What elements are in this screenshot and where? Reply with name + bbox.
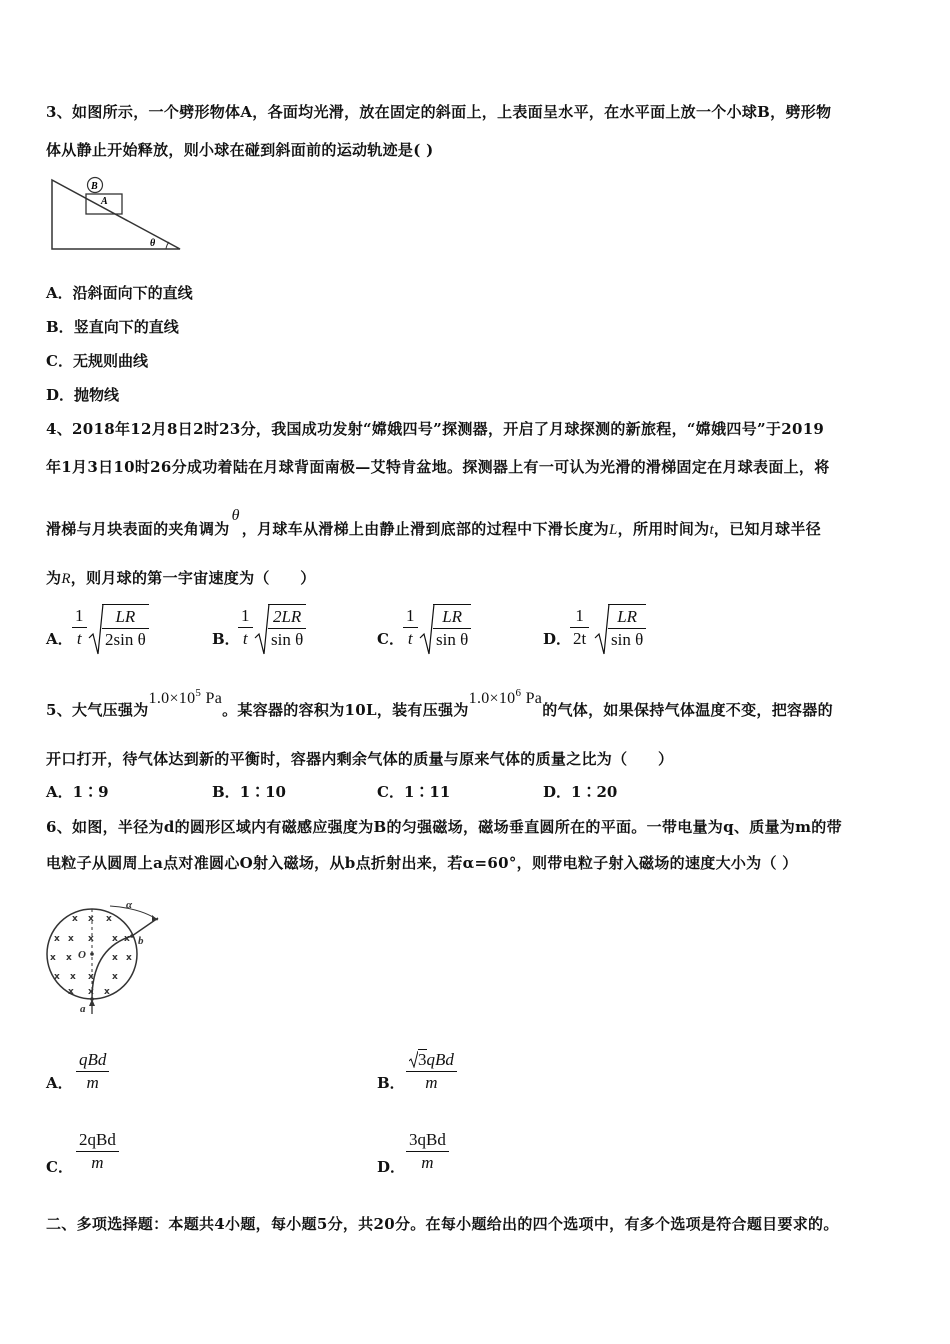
q5-option-a[interactable] bbox=[46, 782, 109, 802]
q5-line1-part2: 。某容器的容积为10L，装有压强为 bbox=[222, 701, 469, 719]
q5-p1-mantissa: 1.0×10 bbox=[468, 690, 516, 707]
q3-option-b-text: 竖直向下的直线 bbox=[73, 318, 179, 336]
q4-option-a-coef-num: 1 bbox=[75, 606, 84, 625]
q5-option-b-label: B． bbox=[212, 783, 240, 801]
q6-point-b-label: b bbox=[138, 935, 144, 947]
q4-option-a-label: A． bbox=[46, 630, 73, 648]
q5-option-b[interactable] bbox=[212, 782, 286, 802]
q4-option-c-radicand bbox=[433, 604, 471, 650]
q6-stem-line1: 6、如图，半径为d的圆形区域内有磁感应强度为B的匀强磁场，磁场垂直圆所在的平面。一带电量为q、质量为m的带 bbox=[46, 818, 842, 836]
q6-field-mark: x bbox=[112, 953, 118, 963]
q6-stem-line2: 电粒子从圆周上a点对准圆心O射入磁场，从b点折射出来，若α=60°，则带电粒子射入磁场的速度大小为（ ） bbox=[46, 854, 798, 872]
q6-option-c-num: 2qBd bbox=[79, 1130, 116, 1149]
q5-option-c-label: C． bbox=[377, 783, 404, 801]
q4-stem-line2: 年1月3日10时26分成功着陆在月球背面南极—艾特肯盆地。探测器上有一可认为光滑的滑梯固定在月球表面上，将 bbox=[46, 458, 830, 476]
q6-field-mark: x bbox=[106, 914, 112, 924]
q4-option-b-coef bbox=[238, 606, 253, 649]
q5-pressure-atm bbox=[148, 687, 223, 707]
q5-option-d[interactable] bbox=[543, 782, 617, 802]
q3-stem-line2: 体从静止开始释放，则小球在碰到斜面前的运动轨迹是( ) bbox=[46, 141, 434, 159]
q4-option-c-coef-num: 1 bbox=[406, 606, 415, 625]
q6-field-mark: x bbox=[88, 972, 94, 982]
q6-field-mark: x bbox=[88, 934, 94, 944]
section2-heading: 二、多项选择题：本题共4小题，每小题5分，共20分。在每小题给出的四个选项中，有多个选项是符合题目要求的。 bbox=[46, 1215, 839, 1233]
q6-field-mark: x bbox=[126, 953, 132, 963]
q5-p0-exponent: 5 bbox=[195, 687, 202, 699]
q5-option-b-text: 1∶10 bbox=[239, 783, 286, 801]
q6-field-mark: x bbox=[88, 914, 94, 924]
q4-line3-part3: ，所用时间为 bbox=[617, 520, 710, 538]
q4-option-b-rad-den: sin θ bbox=[271, 630, 304, 649]
q6-field-mark: x bbox=[112, 972, 118, 982]
q6-option-a-num: qBd bbox=[79, 1050, 107, 1069]
q5-option-d-text: 1∶20 bbox=[571, 783, 618, 801]
q4-option-d-coef bbox=[570, 606, 589, 649]
q6-option-d-fraction bbox=[406, 1130, 449, 1173]
q5-line1-part3: 的气体，如果保持气体温度不变，把容器的 bbox=[542, 701, 833, 719]
q3-option-a-label: A． bbox=[46, 284, 73, 302]
q5-pressure-gas bbox=[468, 687, 543, 707]
q4-line3-part2: ，月球车从滑梯上由静止滑到底部的过程中下滑长度为 bbox=[241, 520, 609, 538]
q3-incline-figure bbox=[46, 174, 186, 254]
q4-option-c-coef-den: t bbox=[407, 629, 413, 648]
q5-p0-mantissa: 1.0×10 bbox=[148, 690, 196, 707]
q6-option-b-radical-icon bbox=[409, 1050, 418, 1068]
q3-stem-line1: 3、如图所示，一个劈形物体A，各面均光滑，放在固定的斜面上，上表面呈水平，在水平面上放一个小球B，劈形物 bbox=[46, 103, 832, 121]
q4-option-b-coef-den: t bbox=[242, 629, 248, 648]
q6-field-mark: x bbox=[66, 953, 72, 963]
q4-length-var: L bbox=[608, 522, 618, 538]
q4-radius-var: R bbox=[61, 571, 71, 587]
q6-center-o-label: O bbox=[78, 949, 86, 961]
q4-stem-line4 bbox=[46, 568, 908, 589]
q3-option-a[interactable] bbox=[46, 283, 193, 303]
q6-option-b-sqrt-arg: 3 bbox=[418, 1050, 427, 1069]
q4-option-b-rad-num: 2LR bbox=[272, 607, 302, 626]
q5-option-c[interactable] bbox=[377, 782, 450, 802]
q6-option-d-den: m bbox=[421, 1153, 434, 1172]
q6-field-mark: x bbox=[68, 934, 74, 944]
q4-option-d-rad-num: LR bbox=[617, 607, 638, 626]
q6-alpha-label: α bbox=[126, 899, 133, 911]
q4-option-a-rad-den: 2sin θ bbox=[105, 630, 146, 649]
q3-option-c[interactable] bbox=[46, 351, 148, 371]
q3-option-d-text: 抛物线 bbox=[74, 386, 120, 404]
q4-option-a-radicand bbox=[102, 604, 149, 650]
q4-option-c-rad-num: LR bbox=[442, 607, 463, 626]
q3-option-c-label: C． bbox=[46, 352, 73, 370]
q4-option-b-coef-num: 1 bbox=[241, 606, 250, 625]
q6-option-b-den: m bbox=[425, 1073, 438, 1092]
q4-option-d-rad-den: sin θ bbox=[611, 630, 644, 649]
q4-option-c-rad-den: sin θ bbox=[436, 630, 469, 649]
q6-option-c-den: m bbox=[91, 1153, 104, 1172]
q3-block-label: A bbox=[101, 196, 108, 207]
q4-stem-line1: 4、2018年12月8日2时23分，我国成功发射“嫦娥四号”探测器，开启了月球探测的新旅程，“嫦娥四号”于2019 bbox=[46, 420, 825, 438]
q4-option-c-label: C． bbox=[377, 630, 404, 648]
q6-option-d-num: 3qBd bbox=[409, 1130, 446, 1149]
q4-line4-part1: 为 bbox=[46, 569, 62, 587]
q4-option-d-coef-num: 1 bbox=[575, 606, 584, 625]
q6-point-a-label: a bbox=[80, 1003, 86, 1015]
q4-option-b-radicand bbox=[268, 604, 306, 650]
q6-option-a-den: m bbox=[86, 1073, 99, 1092]
q4-option-d-coef-den: 2t bbox=[573, 629, 587, 648]
q3-option-b-label: B． bbox=[46, 318, 74, 336]
q6-option-a-label: A． bbox=[46, 1074, 73, 1092]
q4-option-c-coef bbox=[403, 606, 418, 649]
q5-option-a-text: 1∶9 bbox=[72, 783, 109, 801]
q4-option-d-label: D． bbox=[543, 630, 572, 648]
q4-option-d-radicand bbox=[608, 604, 646, 650]
q4-option-a-coef bbox=[72, 606, 87, 649]
q6-field-mark: x bbox=[54, 972, 60, 982]
q3-option-d[interactable] bbox=[46, 385, 119, 405]
q6-field-mark: x bbox=[124, 934, 130, 944]
q5-p0-unit: Pa bbox=[205, 690, 223, 707]
q6-field-mark: x bbox=[54, 934, 60, 944]
q5-option-c-text: 1∶11 bbox=[403, 783, 451, 801]
q6-option-a-fraction bbox=[76, 1050, 109, 1093]
q4-line4-part2: ，则月球的第一宇宙速度为（ ） bbox=[70, 569, 316, 587]
q5-p1-unit: Pa bbox=[525, 690, 543, 707]
q4-time-var: t bbox=[709, 522, 714, 538]
q6-option-b-fraction bbox=[406, 1050, 457, 1093]
q6-field-mark: x bbox=[72, 914, 78, 924]
q4-option-a-rad-num: LR bbox=[115, 607, 136, 626]
q6-field-mark: x bbox=[88, 987, 94, 997]
q5-stem-line2: 开口打开，待气体达到新的平衡时，容器内剩余气体的质量与原来气体的质量之比为（ ） bbox=[46, 750, 674, 768]
q4-option-b-label: B． bbox=[212, 630, 240, 648]
q3-option-d-label: D． bbox=[46, 386, 75, 404]
q6-field-mark: x bbox=[112, 934, 118, 944]
q6-field-mark: x bbox=[104, 987, 110, 997]
q6-option-c-label: C． bbox=[46, 1158, 73, 1176]
q3-option-c-text: 无规则曲线 bbox=[72, 352, 148, 370]
q6-magnetic-field-figure bbox=[40, 888, 170, 1018]
q4-theta: θ bbox=[231, 507, 240, 524]
q5-line1-part1: 5、大气压强为 bbox=[46, 701, 149, 719]
q5-p1-exponent: 6 bbox=[515, 687, 522, 699]
q6-option-b-label: B． bbox=[377, 1074, 405, 1092]
q3-ball-label: B bbox=[91, 181, 98, 192]
q3-angle-label: θ bbox=[150, 238, 156, 249]
q4-stem-line3 bbox=[46, 507, 908, 540]
q6-field-mark: x bbox=[70, 972, 76, 982]
q5-option-a-label: A． bbox=[46, 783, 73, 801]
q4-line3-part4: ，已知月球半径 bbox=[713, 520, 822, 538]
q6-field-mark: x bbox=[68, 987, 74, 997]
q4-option-a-coef-den: t bbox=[76, 629, 82, 648]
q6-option-d-label: D． bbox=[377, 1158, 406, 1176]
q3-option-b[interactable] bbox=[46, 317, 179, 337]
q6-option-b-num: qBd bbox=[426, 1050, 454, 1069]
q6-option-c-fraction bbox=[76, 1130, 119, 1173]
q3-option-a-text: 沿斜面向下的直线 bbox=[72, 284, 193, 302]
q5-option-d-label: D． bbox=[543, 783, 572, 801]
q6-field-mark: x bbox=[50, 953, 56, 963]
q4-line3-part1: 滑梯与月块表面的夹角调为 bbox=[46, 520, 230, 538]
